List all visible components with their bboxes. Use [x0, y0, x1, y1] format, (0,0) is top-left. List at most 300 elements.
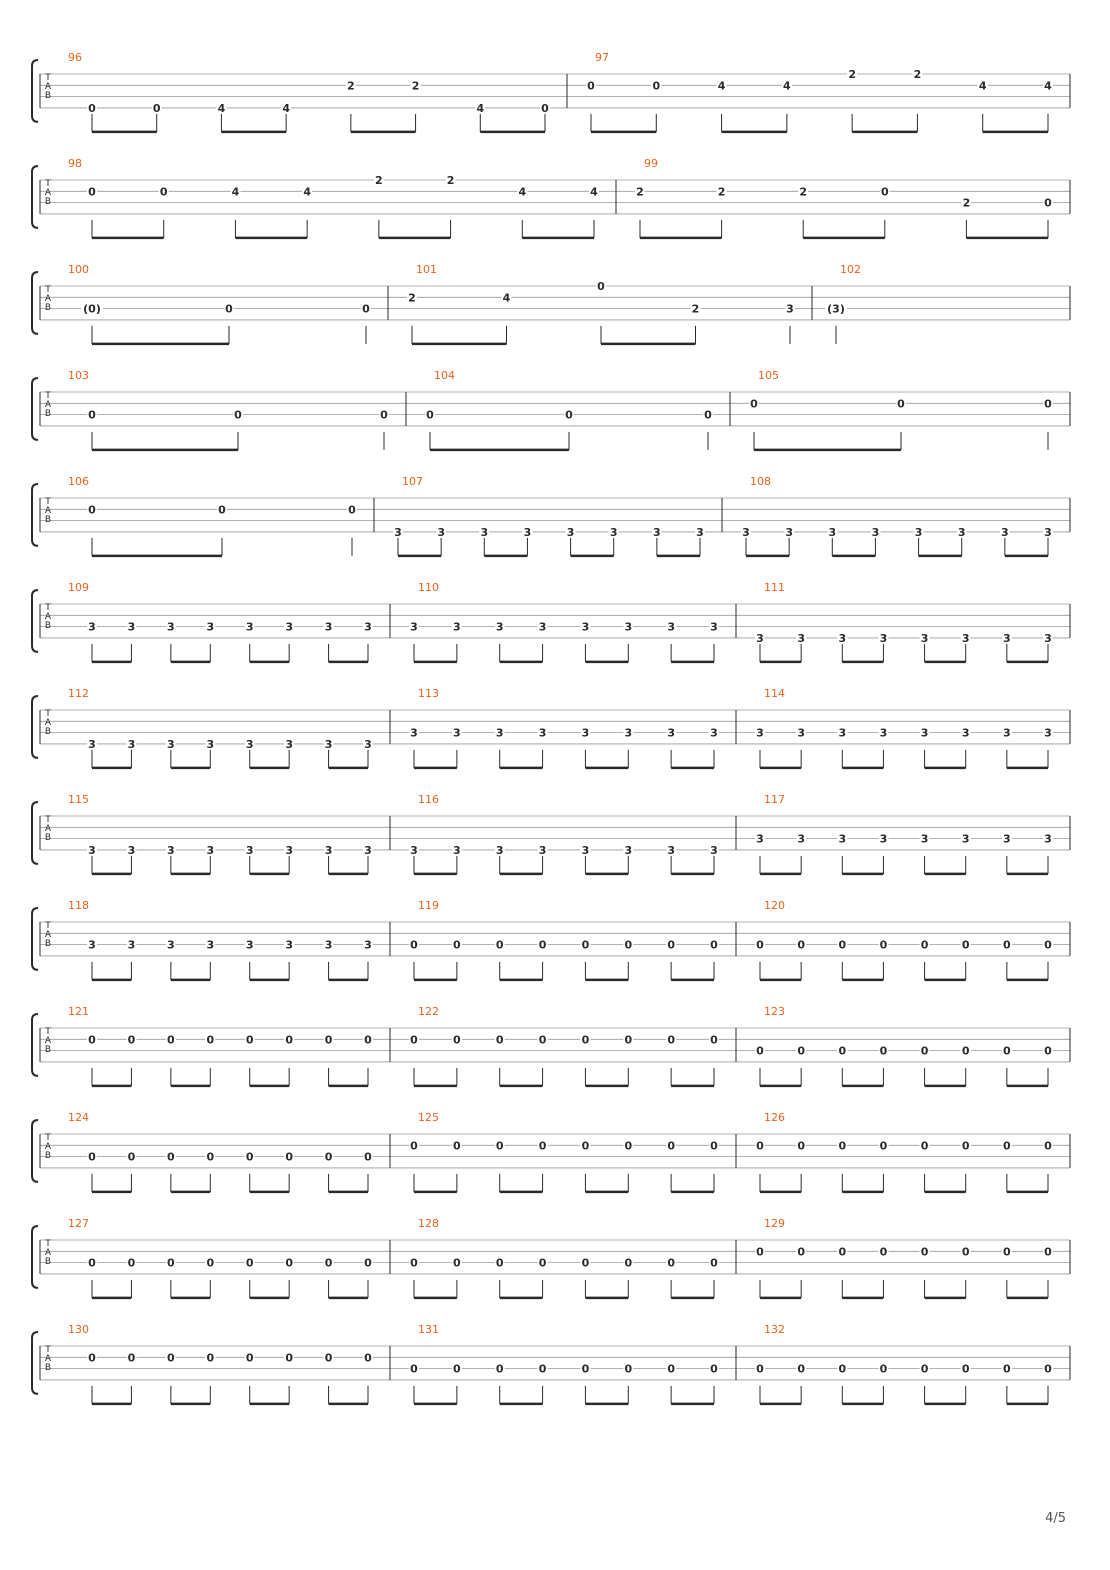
- measure-number: 96: [68, 51, 82, 64]
- fret-number: 0: [704, 408, 712, 422]
- fret-number: 3: [914, 525, 923, 539]
- measure-number: 123: [764, 1005, 785, 1018]
- system-bracket: [32, 590, 38, 652]
- fret-number: 0: [1003, 938, 1011, 952]
- fret-number: 2: [717, 185, 726, 199]
- measure-number: 103: [68, 369, 89, 382]
- system-bracket: [32, 60, 38, 122]
- tab-clef-letter: B: [44, 621, 52, 631]
- tab-clef-letter: B: [44, 197, 52, 207]
- fret-number: 3: [667, 726, 675, 740]
- fret-number: 3: [710, 843, 718, 857]
- fret-number: 4: [978, 79, 987, 93]
- fret-number: 3: [127, 620, 136, 634]
- fret-number: 3: [838, 726, 847, 740]
- fret-number: 0: [797, 1245, 805, 1259]
- tab-clef-letter: A: [44, 1248, 52, 1258]
- fret-number: 3: [127, 737, 136, 751]
- fret-number: 0: [624, 1033, 633, 1047]
- tab-system: [32, 1217, 1070, 1298]
- fret-number: 3: [920, 726, 929, 740]
- tab-clef-letter: A: [44, 82, 52, 92]
- measure-number: 120: [764, 899, 785, 912]
- fret-number: 3: [245, 737, 254, 751]
- fret-number: 3: [324, 843, 333, 857]
- fret-number: 0: [495, 1362, 504, 1376]
- fret-number: 0: [961, 1245, 970, 1259]
- measure-number: 121: [68, 1005, 89, 1018]
- fret-number: 0: [920, 1245, 929, 1259]
- fret-number: 0: [797, 1139, 805, 1153]
- fret-number: 3: [581, 726, 590, 740]
- tab-system: [32, 581, 1070, 662]
- fret-number: 3: [1003, 832, 1011, 846]
- fret-number: 4: [1044, 79, 1052, 93]
- fret-number: 0: [364, 1150, 372, 1164]
- tab-clef-letter: A: [44, 1354, 52, 1364]
- fret-number: 0: [426, 408, 434, 422]
- measure-number: 112: [68, 687, 89, 700]
- fret-number: 0: [838, 1044, 847, 1058]
- fret-number: 3: [285, 737, 293, 751]
- fret-number: 3: [88, 843, 96, 857]
- fret-number: 0: [88, 1351, 96, 1365]
- fret-number: 2: [446, 174, 455, 187]
- fret-number: 4: [282, 101, 290, 115]
- measure-number: 114: [764, 687, 785, 700]
- fret-number: 0: [597, 280, 605, 293]
- measure-number: 118: [68, 899, 89, 912]
- measure-number: 110: [418, 581, 439, 594]
- system-bracket: [32, 378, 38, 440]
- tab-system: [32, 1111, 1070, 1192]
- fret-number: 0: [797, 1044, 805, 1058]
- fret-number: 0: [710, 1033, 718, 1047]
- fret-number: 3: [879, 832, 888, 846]
- fret-number: 3: [324, 737, 333, 751]
- system-bracket: [32, 166, 38, 228]
- fret-number: 0: [541, 101, 549, 115]
- fret-number: 3: [961, 631, 970, 645]
- measure-number: 127: [68, 1217, 89, 1230]
- fret-number: 3: [410, 726, 418, 740]
- tab-clef-letter: B: [44, 91, 52, 101]
- fret-number: 3: [167, 737, 175, 751]
- fret-number: 0: [710, 1362, 718, 1376]
- fret-number: 3: [1001, 525, 1009, 539]
- fret-number: 0: [453, 1256, 461, 1270]
- fret-number: 3: [453, 843, 461, 857]
- fret-number: 0: [1003, 1362, 1011, 1376]
- tab-clef-letter: T: [45, 285, 51, 295]
- tab-clef-letter: B: [44, 303, 52, 313]
- fret-number: 0: [667, 1362, 675, 1376]
- tab-clef-letter: T: [45, 497, 51, 507]
- measure-number: 107: [402, 475, 423, 488]
- tab-clef-letter: T: [45, 1027, 51, 1037]
- fret-number: 3: [581, 843, 590, 857]
- measure-number: 132: [764, 1323, 785, 1336]
- fret-number: 0: [879, 1139, 888, 1153]
- measure-number: 122: [418, 1005, 439, 1018]
- fret-number: 0: [410, 1033, 418, 1047]
- measure-number: 116: [418, 793, 439, 806]
- measure-number: 119: [418, 899, 439, 912]
- fret-number: 3: [756, 726, 764, 740]
- fret-number: 0: [1003, 1044, 1011, 1058]
- fret-number: 3: [285, 620, 293, 634]
- fret-number: 0: [127, 1033, 136, 1047]
- fret-number: 0: [1044, 1362, 1052, 1376]
- page-number: 4/5: [1045, 1511, 1066, 1526]
- fret-number: 0: [453, 1139, 461, 1153]
- fret-number: 3: [797, 631, 805, 645]
- fret-number: 3: [786, 302, 794, 316]
- fret-number: 3: [410, 843, 418, 857]
- measure-number: 125: [418, 1111, 439, 1124]
- fret-number: 0: [410, 938, 418, 952]
- measure-number: 104: [434, 369, 455, 382]
- fret-number: 3: [838, 631, 847, 645]
- fret-number: 3: [495, 726, 504, 740]
- fret-number: 3: [742, 525, 750, 539]
- fret-number: 0: [167, 1351, 175, 1365]
- fret-number: 2: [913, 68, 922, 81]
- fret-number: 0: [538, 938, 547, 952]
- fret-number: 4: [476, 101, 485, 115]
- fret-number: 3: [879, 631, 888, 645]
- fret-number: 3: [1044, 525, 1052, 539]
- fret-number: 3: [624, 726, 633, 740]
- fret-number: 0: [710, 1256, 718, 1270]
- fret-number: 3: [480, 525, 489, 539]
- system-bracket: [32, 484, 38, 546]
- fret-number: 3: [453, 726, 461, 740]
- fret-number: 0: [667, 938, 675, 952]
- system-bracket: [32, 802, 38, 864]
- fret-number: 4: [717, 79, 726, 93]
- tab-system: [32, 369, 1070, 450]
- tab-clef-letter: A: [44, 718, 52, 728]
- fret-number: 0: [285, 1351, 293, 1365]
- fret-number: 0: [167, 1033, 175, 1047]
- tab-system: [32, 475, 1070, 556]
- tab-clef-letter: T: [45, 73, 51, 83]
- fret-number: 4: [502, 291, 511, 305]
- tab-system: [32, 157, 1070, 238]
- fret-number: 3: [364, 938, 372, 952]
- fret-number: 0: [285, 1256, 293, 1270]
- tab-system: [32, 793, 1070, 874]
- fret-number: 3: [785, 525, 793, 539]
- tab-system: [32, 687, 1070, 768]
- fret-number: 0: [225, 302, 233, 316]
- tab-clef-letter: T: [45, 179, 51, 189]
- fret-number: 0: [750, 397, 758, 411]
- fret-number: 0: [652, 79, 661, 93]
- fret-number: 0: [245, 1033, 254, 1047]
- fret-number: 0: [581, 1362, 590, 1376]
- fret-number: 0: [206, 1150, 215, 1164]
- fret-number: 0: [152, 101, 161, 115]
- fret-number: 0: [897, 397, 905, 411]
- tab-system: [32, 51, 1070, 132]
- measure-number: 108: [750, 475, 771, 488]
- tab-clef-letter: A: [44, 612, 52, 622]
- fret-number: 0: [756, 1245, 764, 1259]
- fret-number: 4: [217, 101, 226, 115]
- fret-number: 0: [245, 1150, 254, 1164]
- fret-number: 0: [453, 1362, 461, 1376]
- fret-number: 0: [961, 1139, 970, 1153]
- fret-number: 3: [206, 620, 215, 634]
- fret-number: 0: [364, 1033, 372, 1047]
- fret-number: 2: [375, 174, 383, 187]
- fret-number: 0: [88, 1033, 96, 1047]
- fret-number: 3: [495, 843, 504, 857]
- measure-number: 131: [418, 1323, 439, 1336]
- fret-number: 3: [756, 631, 764, 645]
- fret-number: 3: [437, 525, 445, 539]
- fret-number: 2: [691, 302, 700, 316]
- fret-number: 0: [538, 1033, 547, 1047]
- system-bracket: [32, 1332, 38, 1394]
- fret-number: 3: [88, 620, 96, 634]
- fret-number: 0: [167, 1256, 175, 1270]
- fret-number: 3: [495, 620, 504, 634]
- measure-number: 124: [68, 1111, 89, 1124]
- fret-number: 0: [1003, 1139, 1011, 1153]
- tab-system: [32, 1323, 1070, 1404]
- fret-number: 3: [581, 620, 590, 634]
- fret-number: 0: [495, 1139, 504, 1153]
- measure-number: 130: [68, 1323, 89, 1336]
- fret-number: 3: [127, 938, 136, 952]
- fret-number: 0: [667, 1033, 675, 1047]
- fret-number: 2: [799, 185, 808, 199]
- tab-clef-letter: A: [44, 294, 52, 304]
- measure-number: 109: [68, 581, 89, 594]
- measure-number: 102: [840, 263, 861, 276]
- fret-number: 2: [408, 291, 416, 305]
- fret-number: 3: [920, 631, 929, 645]
- fret-number: 0: [324, 1033, 333, 1047]
- fret-number: 3: [797, 726, 805, 740]
- fret-number: 0: [581, 1139, 590, 1153]
- fret-number: 3: [696, 525, 704, 539]
- fret-number: 3: [538, 843, 547, 857]
- fret-number: 3: [710, 620, 718, 634]
- fret-number: 0: [581, 938, 590, 952]
- fret-number: 0: [453, 938, 461, 952]
- fret-number: 0: [961, 1362, 970, 1376]
- fret-number: 3: [285, 938, 293, 952]
- fret-number: 0: [538, 1256, 547, 1270]
- fret-number: 0: [348, 503, 356, 517]
- tab-system: [32, 263, 1070, 344]
- fret-number: 3: [961, 726, 970, 740]
- fret-number: 3: [957, 525, 966, 539]
- tab-clef-letter: B: [44, 1363, 52, 1373]
- fret-number: 3: [566, 525, 575, 539]
- tab-clef-letter: A: [44, 824, 52, 834]
- fret-number: 3: [838, 832, 847, 846]
- fret-number: 3: [364, 620, 372, 634]
- measure-number: 97: [595, 51, 609, 64]
- fret-number: 0: [218, 503, 226, 517]
- measure-number: 105: [758, 369, 779, 382]
- fret-number: 0: [88, 185, 96, 199]
- fret-number: 3: [797, 832, 805, 846]
- measure-number: 111: [764, 581, 785, 594]
- tab-clef-letter: T: [45, 1345, 51, 1355]
- tab-clef-letter: T: [45, 1133, 51, 1143]
- fret-number: 3: [871, 525, 880, 539]
- fret-number: 0: [756, 1044, 764, 1058]
- fret-number: 2: [347, 79, 355, 93]
- tab-clef-letter: T: [45, 815, 51, 825]
- fret-number: 0: [581, 1256, 590, 1270]
- fret-number: 0: [838, 1362, 847, 1376]
- fret-number: 0: [324, 1150, 333, 1164]
- tab-clef-letter: A: [44, 930, 52, 940]
- fret-number: 2: [962, 196, 971, 210]
- fret-number: 4: [303, 185, 311, 199]
- system-bracket: [32, 696, 38, 758]
- fret-number: 0: [920, 1362, 929, 1376]
- fret-number: 0: [624, 1256, 633, 1270]
- measure-number: 101: [416, 263, 437, 276]
- fret-number: 0: [206, 1256, 215, 1270]
- fret-number: 0: [710, 938, 718, 952]
- fret-number: 4: [231, 185, 240, 199]
- fret-number: 3: [324, 620, 333, 634]
- fret-number: 0: [88, 1256, 96, 1270]
- fret-number: 0: [245, 1256, 254, 1270]
- fret-number: 0: [565, 408, 573, 422]
- fret-number: 0: [364, 1256, 372, 1270]
- fret-number: 0: [581, 1033, 590, 1047]
- tab-clef-letter: T: [45, 603, 51, 613]
- system-bracket: [32, 1120, 38, 1182]
- fret-number: 2: [636, 185, 644, 199]
- fret-number: 0: [324, 1256, 333, 1270]
- fret-number: 0: [88, 101, 96, 115]
- measure-number: 115: [68, 793, 89, 806]
- fret-number: 0: [756, 1139, 764, 1153]
- fret-number: 0: [285, 1150, 293, 1164]
- fret-number: 3: [1044, 726, 1052, 740]
- fret-number: 3: [410, 620, 418, 634]
- fret-number: 0: [245, 1351, 254, 1365]
- fret-number: 3: [127, 843, 136, 857]
- fret-number: 3: [206, 843, 215, 857]
- system-bracket: [32, 1226, 38, 1288]
- fret-number: 3: [206, 938, 215, 952]
- fret-number: 3: [538, 620, 547, 634]
- fret-number: 3: [167, 938, 175, 952]
- fret-number: 3: [394, 525, 402, 539]
- fret-number: 3: [206, 737, 215, 751]
- tab-clef-letter: B: [44, 1045, 52, 1055]
- fret-number: 3: [245, 938, 254, 952]
- fret-number: 0: [495, 1256, 504, 1270]
- tab-clef-letter: B: [44, 1257, 52, 1267]
- fret-number: 0: [127, 1150, 136, 1164]
- fret-number: 3: [1003, 631, 1011, 645]
- fret-number: 0: [206, 1033, 215, 1047]
- system-bracket: [32, 1014, 38, 1076]
- tab-clef-letter: B: [44, 1151, 52, 1161]
- tab-system: [32, 899, 1070, 980]
- fret-number: 3: [167, 620, 175, 634]
- fret-number: 3: [920, 832, 929, 846]
- fret-number: 4: [590, 185, 598, 199]
- fret-number: 3: [245, 843, 254, 857]
- measure-number: 99: [644, 157, 658, 170]
- fret-number: 0: [127, 1256, 136, 1270]
- fret-number: 0: [410, 1139, 418, 1153]
- fret-number: 0: [1044, 938, 1052, 952]
- fret-number: 3: [828, 525, 837, 539]
- fret-number: 0: [410, 1362, 418, 1376]
- fret-number: 0: [710, 1139, 718, 1153]
- fret-number: (0): [83, 302, 101, 316]
- fret-number: 0: [879, 1362, 888, 1376]
- measure-number: 129: [764, 1217, 785, 1230]
- fret-number: 0: [1044, 1044, 1052, 1058]
- fret-number: 4: [783, 79, 791, 93]
- tab-clef-letter: T: [45, 391, 51, 401]
- fret-number: 0: [920, 938, 929, 952]
- fret-number: 0: [879, 1044, 888, 1058]
- fret-number: 0: [495, 1033, 504, 1047]
- fret-number: 3: [667, 620, 675, 634]
- fret-number: 0: [88, 1150, 96, 1164]
- fret-number: (3): [827, 302, 845, 316]
- fret-number: 3: [538, 726, 547, 740]
- fret-number: 3: [653, 525, 661, 539]
- fret-number: 3: [961, 832, 970, 846]
- fret-number: 0: [838, 1139, 847, 1153]
- fret-number: 3: [523, 525, 532, 539]
- fret-number: 0: [667, 1139, 675, 1153]
- tab-clef-letter: B: [44, 833, 52, 843]
- fret-number: 0: [838, 938, 847, 952]
- fret-number: 0: [838, 1245, 847, 1259]
- fret-number: 3: [1003, 726, 1011, 740]
- fret-number: 0: [167, 1150, 175, 1164]
- fret-number: 0: [234, 408, 242, 422]
- fret-number: 0: [624, 1139, 633, 1153]
- fret-number: 3: [609, 525, 618, 539]
- fret-number: 0: [667, 1256, 675, 1270]
- measure-number: 128: [418, 1217, 439, 1230]
- fret-number: 3: [710, 726, 718, 740]
- fret-number: 0: [920, 1044, 929, 1058]
- system-bracket: [32, 908, 38, 970]
- measure-number: 126: [764, 1111, 785, 1124]
- fret-number: 3: [245, 620, 254, 634]
- fret-number: 2: [411, 79, 420, 93]
- fret-number: 0: [756, 938, 764, 952]
- measure-number: 106: [68, 475, 89, 488]
- fret-number: 0: [1044, 1139, 1052, 1153]
- fret-number: 0: [159, 185, 168, 199]
- fret-number: 0: [364, 1351, 372, 1365]
- tab-clef-letter: T: [45, 921, 51, 931]
- tab-clef-letter: B: [44, 409, 52, 419]
